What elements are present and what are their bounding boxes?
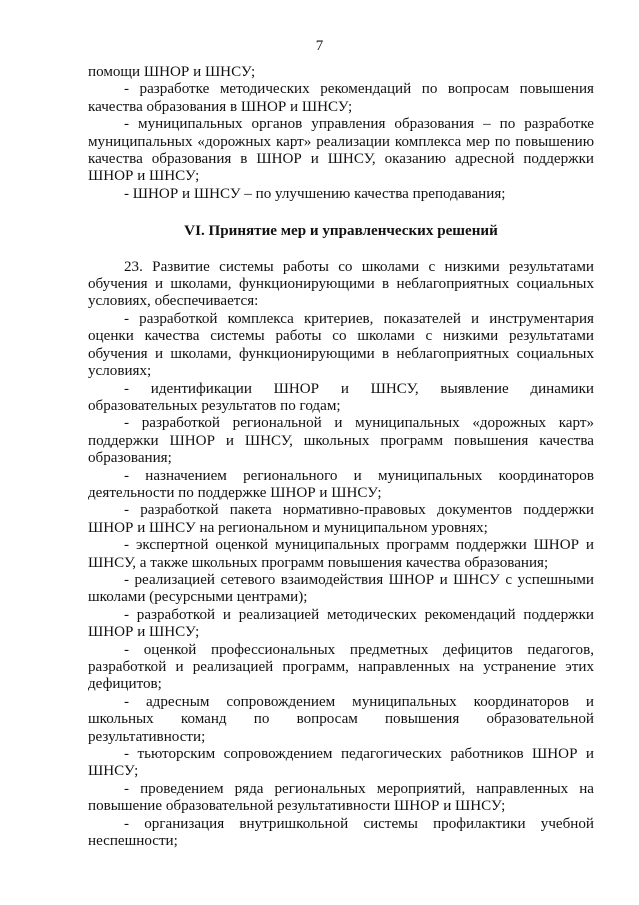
document-body (88, 64, 594, 850)
list-item: - ШНОР и ШНСУ – по улучшению качества преподавания; (124, 185, 506, 202)
list-item: - тьюторским сопровождением педагогических работников ШНОР и ШНСУ; (88, 746, 594, 780)
paragraph: 23. Развитие системы работы со школами с низкими результатами обучения и школами, функционирующими в неблагоприятных социальных условиях, обеспечивается: (88, 258, 594, 310)
list-item: - муниципальных органов управления образования – по разработке муниципальных «дорожных карт» реализации комплекса мер по повышению качества образования в ШНОР и ШНСУ, оказанию адресной поддержки ШНОР и ШНСУ; (88, 116, 594, 185)
list-item: - адресным сопровождением муниципальных координаторов и школьных команд по вопросам повышения образовательной результативности; (88, 693, 594, 745)
list-item: - разработкой пакета нормативно-правовых документов поддержки ШНОР и ШНСУ на региональном и муниципальном уровнях; (88, 502, 594, 536)
list-item: - экспертной оценкой муниципальных программ поддержки ШНОР и ШНСУ, а также школьных программ повышения качества образования; (88, 537, 594, 571)
list-item: - разработкой комплекса критериев, показателей и инструментария оценки качества системы работы со школами с низкими результатами обучения и школами, функционирующими в неблагоприятных социальных условиях; (88, 310, 594, 380)
list-item: - разработке методических рекомендаций по вопросам повышения качества образования в ШНОР и ШНСУ; (88, 81, 594, 115)
list-item: - проведением ряда региональных мероприятий, направленных на повышение образовательной результативности ШНОР и ШНСУ; (88, 780, 594, 815)
list-item: - организация внутришкольной системы профилактики учебной неспешности; (88, 815, 594, 850)
page-number: 7 (315, 38, 324, 54)
list-item: - разработкой региональной и муниципальных «дорожных карт» поддержки ШНОР и ШНСУ, школьных программ повышения качества образования; (88, 415, 594, 467)
list-item: - назначением регионального и муниципальных координаторов деятельности по поддержке ШНОР и ШНСУ; (88, 467, 594, 501)
paragraph: помощи ШНОР и ШНСУ; (88, 64, 256, 80)
list-item: - идентификации ШНОР и ШНСУ, выявление динамики образовательных результатов по годам; (88, 380, 594, 414)
list-item: - разработкой и реализацией методических рекомендаций поддержки ШНОР и ШНСУ; (88, 606, 594, 641)
list-item: - реализацией сетевого взаимодействия ШНОР и ШНСУ с успешными школами (ресурсными центрами); (88, 571, 594, 606)
list-item: - оценкой профессиональных предметных дефицитов педагогов, разработкой и реализацией программ, направленных на устранение этих дефицитов; (88, 641, 594, 693)
section-heading: VI. Принятие мер и управленческих решений (184, 223, 498, 240)
